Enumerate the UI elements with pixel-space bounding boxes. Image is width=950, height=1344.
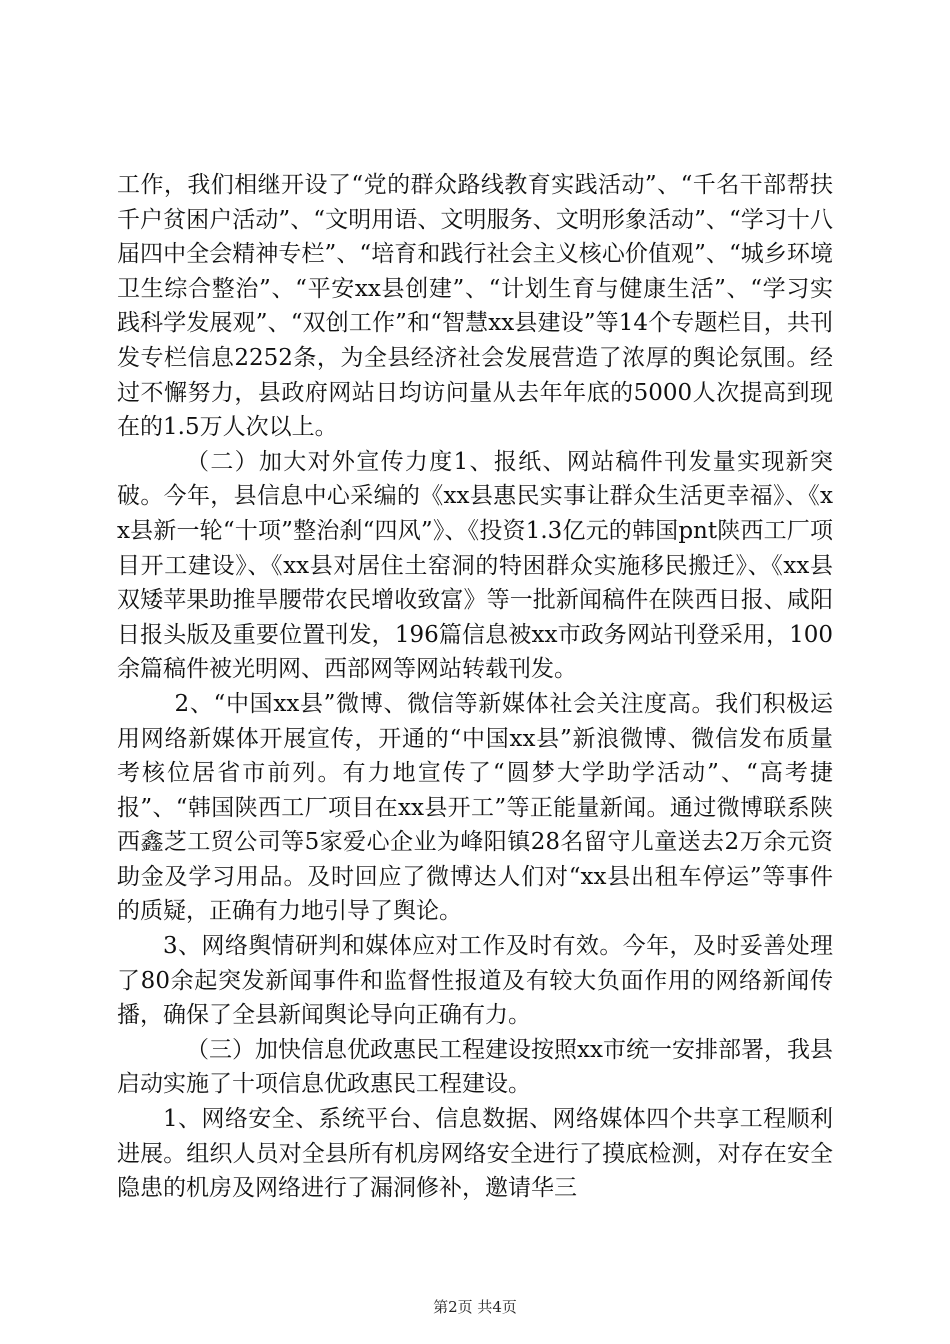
document-body — [117, 168, 833, 1206]
paragraph-website-columns: 工作，我们相继开设了“党的群众路线教育实践活动”、“千名干部帮扶千户贫困户活动”、“文明用语、文明服务、文明形象活动”、“学习十八届四中全会精神专栏”、“培育和践行社会主义核心价值观”、“城乡环境卫生综合整治”、“平安xx县创建”、“计划生育与健康生活”、“学习实践科学发展观”、“双创工作”和“智慧xx县建设”等14个专题栏目，共刊发专栏信息2252条，为全县经济社会发展营造了浓厚的舆论氛围。经过不懈努力，县政府网站日均访问量从去年年底的5000人次提高到现在的1.5万人次以上。 — [117, 172, 833, 441]
paragraph-info-project: （三）加快信息优政惠民工程建设按照xx市统一安排部署，我县启动实施了十项信息优政惠民工程建设。 — [117, 1036, 833, 1098]
paragraph-external-publicity: （二）加大对外宣传力度1、报纸、网站稿件刊发量实现新突破。今年，县信息中心采编的《xx县惠民实事让群众生活更幸福》、《xx县新一轮“十项”整治刹“四风”》、《投资1.3亿元的韩国pnt陕西工厂项目开工建设》、《xx县对居住土窑洞的特困群众实施移民搬迁》、《xx县双矮苹果助推旱腰带农民增收致富》等一批新闻稿件在陕西日报、咸阳日报头版及重要位置刊发，196篇信息被xx市政务网站刊登采用，100余篇稿件被光明网、西部网等网站转载刊发。 — [117, 448, 833, 683]
paragraph-network-security: 1、网络安全、系统平台、信息数据、网络媒体四个共享工程顺利进展。组织人员对全县所有机房网络安全进行了摸底检测，对存在安全隐患的机房及网络进行了漏洞修补，邀请华三 — [117, 1106, 833, 1202]
paragraph-public-opinion: 3、网络舆情研判和媒体应对工作及时有效。今年，及时妥善处理了80余起突发新闻事件和监督性报道及有较大负面作用的网络新闻传播，确保了全县新闻舆论导向正确有力。 — [117, 933, 833, 1029]
paragraph-new-media: 2、“中国xx县”微博、微信等新媒体社会关注度高。我们积极运用网络新媒体开展宣传，开通的“中国xx县”新浪微博、微信发布质量考核位居省市前列。有力地宣传了“圆梦大学助学活动”、“高考捷报”、“韩国陕西工厂项目在xx县开工”等正能量新闻。通过微博联系陕西鑫芝工贸公司等5家爱心企业为峰阳镇28名留守儿童送去2万余元资助金及学习用品。及时回应了微博达人们对“xx县出租车停运”等事件的质疑，正确有力地引导了舆论。 — [117, 690, 833, 925]
page-number-footer: 第2页 共4页 — [433, 1298, 517, 1316]
